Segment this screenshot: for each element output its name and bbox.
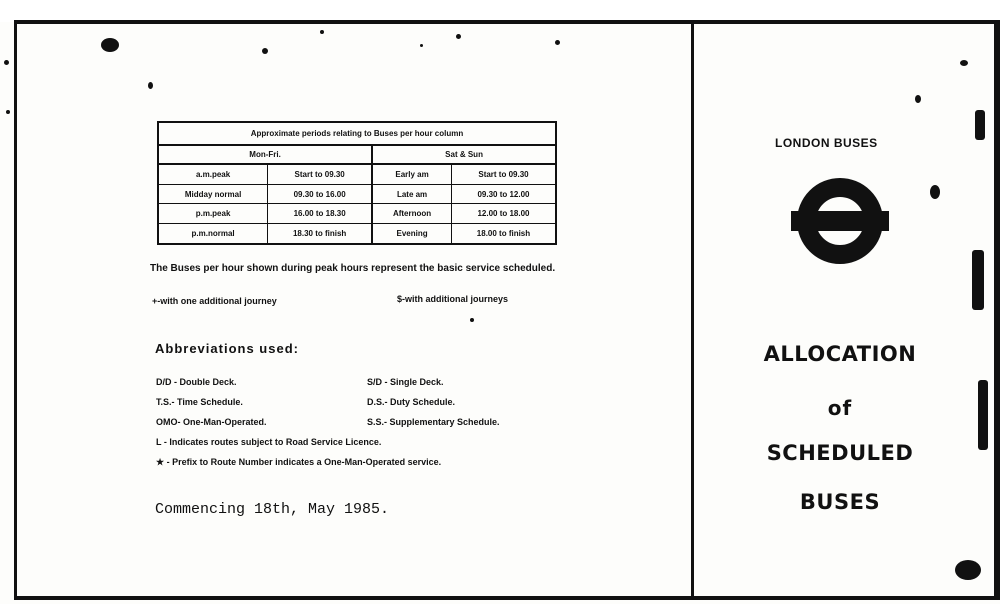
border-top xyxy=(14,20,1000,24)
table-cell: 12.00 to 18.00 xyxy=(451,204,556,224)
cover-title-line: SCHEDULED xyxy=(766,441,914,465)
scan-speck xyxy=(915,95,921,103)
cover-title-line: ALLOCATION xyxy=(763,342,917,366)
table-cell: p.m.peak xyxy=(158,204,268,224)
table-cell: p.m.normal xyxy=(158,224,268,244)
table-row xyxy=(158,184,556,204)
scan-speck xyxy=(955,560,981,580)
scan-speck xyxy=(930,185,940,199)
table-cell: 18.30 to finish xyxy=(268,224,373,244)
scan-speck xyxy=(6,110,10,114)
table-cell: Afternoon xyxy=(372,204,451,224)
fold-line xyxy=(691,22,694,598)
table-row xyxy=(158,164,556,184)
table-cell: 16.00 to 18.30 xyxy=(268,204,373,224)
periods-table xyxy=(157,121,557,245)
scan-speck xyxy=(148,82,153,89)
dollar-journey-key: $-with additional journeys xyxy=(397,294,509,304)
table-row xyxy=(158,204,556,224)
scan-speck xyxy=(555,40,560,45)
cover-title-line: BUSES xyxy=(799,490,881,514)
licence-note: L - Indicates routes subject to Road Service Licence. xyxy=(156,437,382,447)
table-cell: 09.30 to 16.00 xyxy=(268,184,373,204)
table-cell: 09.30 to 12.00 xyxy=(451,184,556,204)
abbreviations-heading: Abbreviations used: xyxy=(155,341,299,356)
table-cell: Start to 09.30 xyxy=(451,164,556,184)
scan-speck xyxy=(4,60,9,65)
scan-speck xyxy=(978,380,988,450)
abbrev-item: OMO- One-Man-Operated. xyxy=(156,417,267,427)
table-cell: Evening xyxy=(372,224,451,244)
table-caption: Approximate periods relating to Buses per hour column xyxy=(158,122,556,145)
cover-title-line: of xyxy=(827,396,853,420)
plus-journey-key: +-with one additional journey xyxy=(152,296,277,306)
table-cell: Start to 09.30 xyxy=(268,164,373,184)
table-cell: Early am xyxy=(372,164,451,184)
scan-speck xyxy=(972,250,984,310)
abbrev-item: S.S.- Supplementary Schedule. xyxy=(367,417,500,427)
border-bottom xyxy=(14,596,1000,600)
scan-speck xyxy=(101,38,119,52)
scan-speck xyxy=(456,34,461,39)
table-cell: 18.00 to finish xyxy=(451,224,556,244)
scan-speck xyxy=(420,44,423,47)
abbrev-item: D/D - Double Deck. xyxy=(156,377,237,387)
scan-speck xyxy=(960,60,968,66)
table-row xyxy=(158,224,556,244)
table-cell: a.m.peak xyxy=(158,164,268,184)
prefix-note: ★ - Prefix to Route Number indicates a One-Man-Operated service. xyxy=(156,457,442,467)
top-edge xyxy=(0,0,1000,22)
london-transport-roundel-logo xyxy=(797,178,883,264)
abbrev-item: D.S.- Duty Schedule. xyxy=(367,397,456,407)
abbrev-item: T.S.- Time Schedule. xyxy=(156,397,243,407)
scan-speck xyxy=(320,30,324,34)
group-weekday: Mon-Fri. xyxy=(158,145,372,164)
table-cell: Midday normal xyxy=(158,184,268,204)
abbrev-item: S/D - Single Deck. xyxy=(367,377,444,387)
border-right xyxy=(994,20,1000,600)
scan-speck xyxy=(262,48,268,54)
table-cell: Late am xyxy=(372,184,451,204)
scan-speck xyxy=(975,110,985,140)
roundel-bar xyxy=(791,211,889,231)
group-weekend: Sat & Sun xyxy=(372,145,556,164)
commencing-date: Commencing 18th, May 1985. xyxy=(155,501,390,518)
peak-note: The Buses per hour shown during peak hours represent the basic service scheduled. xyxy=(150,263,556,274)
brand-name: LONDON BUSES xyxy=(775,136,878,150)
scan-speck xyxy=(470,318,474,322)
border-left xyxy=(14,20,17,600)
